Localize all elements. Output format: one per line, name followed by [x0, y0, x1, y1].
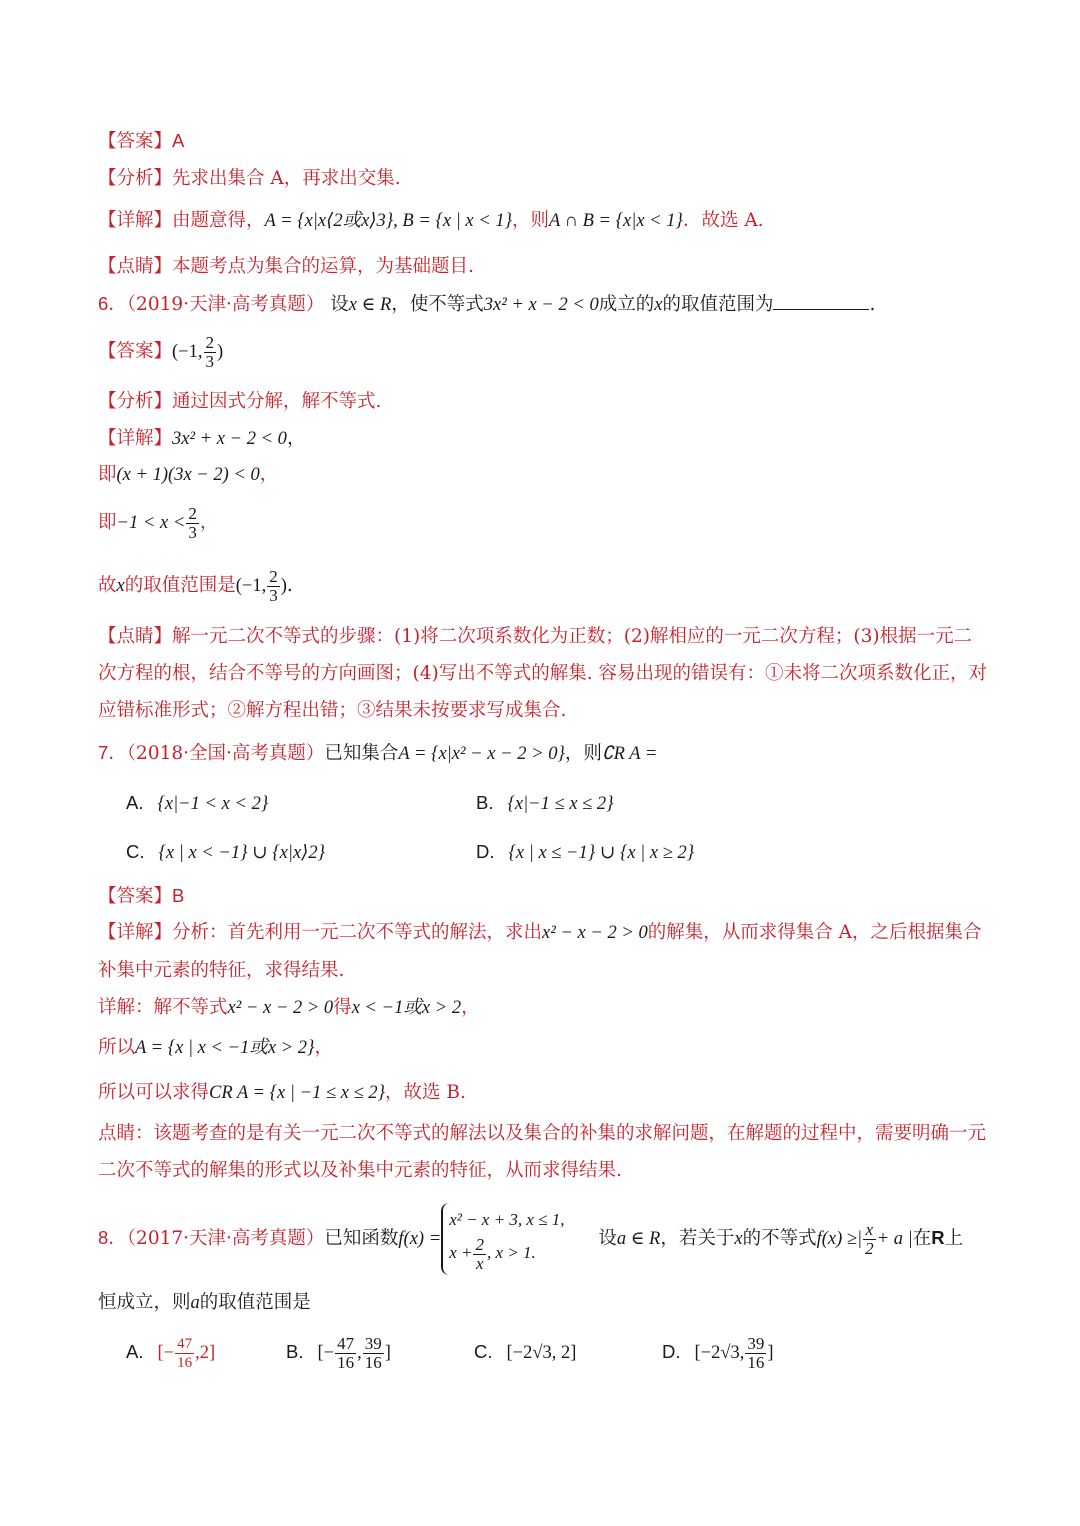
fraction: [363, 1335, 384, 1372]
option-label: A.: [126, 792, 144, 813]
q7-detail-paragraph: [98, 914, 990, 989]
stem-text: 已知函数: [324, 1228, 399, 1249]
q7-point-paragraph: [98, 1115, 990, 1189]
fraction: [204, 334, 217, 371]
answer-tag: 【答案】: [98, 886, 173, 907]
q6-answer-line: [98, 332, 990, 372]
fraction-numerator: 47: [337, 1333, 355, 1353]
q7-option-d[interactable]: [476, 839, 694, 866]
q8-stem-line-2: [98, 1290, 990, 1316]
point-text: 点睛：该题考查的是有关一元二次不等式的解法以及集合的补集的求解问题，在解题的过程中，需要明确一元二次不等式的解集的形式以及补集中元素的特征，从而求得结果.: [98, 1123, 987, 1181]
option-math: [−: [317, 1343, 335, 1363]
stem-text: 的不等式: [742, 1228, 817, 1249]
stem-math: a: [190, 1293, 200, 1313]
option-math: {x|−1 < x < 2}: [157, 794, 269, 814]
fraction: [186, 505, 199, 542]
step-text: 故: [98, 575, 117, 596]
step-text: .: [286, 575, 293, 596]
detail-text: 分析：首先利用一元二次不等式的解法，求出: [172, 922, 543, 943]
detail-tag: 【详解】: [98, 210, 173, 231]
q5-detail-line: [98, 208, 990, 234]
step-math: x: [116, 576, 125, 596]
detail-text: 详解：解不等式: [98, 997, 228, 1018]
q6-step-1: [98, 462, 990, 488]
fraction-denominator: 3: [205, 351, 214, 371]
stem-text: 的取值范围是: [199, 1292, 311, 1313]
stem-text: ，若关于: [660, 1228, 735, 1249]
fraction: [473, 1236, 486, 1273]
question-source: （2018·全国·高考真题）: [126, 743, 325, 764]
q6-step-3: [98, 566, 990, 606]
fraction-numerator: 47: [177, 1335, 193, 1352]
stem-math: x: [654, 295, 663, 315]
q6-stem: [98, 291, 990, 318]
q6-step-2: [98, 503, 990, 543]
q7-option-c[interactable]: [126, 839, 325, 866]
detail-text: 由题意得，: [172, 210, 265, 231]
stem-math: f(x) =: [398, 1229, 442, 1249]
option-math: {x|−1 ≤ x ≤ 2}: [507, 794, 614, 814]
detail-math: 3x² + x − 2 < 0: [172, 429, 287, 449]
stem-math: 3x² + x − 2 < 0: [483, 295, 599, 315]
stem-text: 上: [944, 1228, 964, 1249]
detail-text: 所以: [98, 1037, 136, 1058]
fraction: [745, 1335, 766, 1372]
answer-math: (−1,: [172, 342, 203, 362]
q7-detail-2: [98, 995, 990, 1021]
piece-2: [449, 1235, 564, 1273]
point-text: 本题考点为集合的运算，为基础题目.: [172, 256, 474, 277]
step-text: 即: [98, 464, 117, 485]
question-number: 6．: [98, 293, 127, 314]
option-math: {x | x ≤ −1} ∪ {x | x ≥ 2}: [508, 843, 695, 863]
option-math: [−: [157, 1343, 175, 1363]
stem-math: + a |: [876, 1229, 913, 1249]
option-math: ,2]: [195, 1343, 216, 1363]
point-tag: 【点睛】: [98, 256, 173, 277]
q5-answer-line: [98, 128, 990, 155]
fraction-denominator: 3: [188, 522, 197, 542]
stem-math: a ∈ R: [616, 1229, 661, 1249]
detail-math: A = {x | x < −1或x > 2}: [135, 1038, 315, 1058]
detail-math: A = {x|x⟨2或x⟩3}, B = {x | x < 1}: [264, 211, 513, 231]
fraction-numerator: x: [863, 1221, 876, 1240]
fraction-numerator: 2: [205, 332, 214, 352]
fraction-denominator: 16: [337, 1352, 355, 1372]
detail-text: ，: [286, 428, 306, 449]
fraction-numerator: 39: [364, 1333, 382, 1353]
step-math: −1 < x <: [116, 513, 186, 533]
q6-detail-line: [98, 426, 990, 452]
piece-2-post: , x > 1.: [486, 1243, 536, 1263]
detail-text: ．故选 A.: [682, 210, 764, 231]
stem-text: 在: [912, 1228, 932, 1249]
detail-text: 得: [333, 997, 352, 1018]
stem-text: ，则: [564, 743, 602, 764]
q6-analysis-line: [98, 389, 990, 415]
question-number: 8．: [98, 1227, 127, 1248]
option-label: C.: [126, 841, 145, 862]
question-source: （2017·天津·高考真题）: [126, 1228, 325, 1249]
detail-text: 的解集，从而求得集合 A，之后根据集合补集中元素的特征，求得结果.: [98, 922, 982, 981]
option-math: [−2√3, 2]: [506, 1343, 577, 1363]
fraction-denominator: 3: [269, 585, 278, 605]
detail-math: x² − x − 2 > 0: [227, 998, 334, 1018]
option-label: A.: [126, 1341, 144, 1362]
stem-text: 的取值范围为: [662, 294, 774, 315]
option-label: D.: [662, 1341, 681, 1362]
answer-value: B: [172, 885, 185, 906]
q7-answer-line: [98, 883, 990, 910]
stem-text: 设: [598, 1228, 617, 1249]
q8-option-b[interactable]: [286, 1330, 391, 1375]
question-source: （2019·天津·高考真题）: [126, 294, 325, 315]
stem-text: ，使不等式: [391, 294, 484, 315]
answer-value: A: [172, 130, 185, 151]
stem-math: ∁R A =: [601, 744, 658, 764]
fraction-denominator: x: [475, 1253, 484, 1273]
stem-math: f(x) ≥|: [816, 1229, 863, 1249]
stem-math: A = {x|x² − x − 2 > 0}: [398, 744, 565, 764]
option-label: C.: [474, 1341, 493, 1362]
stem-math: R: [931, 1227, 945, 1248]
analysis-tag: 【分析】: [98, 168, 173, 189]
q7-detail-4: [98, 1080, 990, 1106]
detail-text: ，故选 B.: [385, 1082, 466, 1103]
fraction-denominator: 16: [177, 1354, 193, 1371]
piece-1: x² − x + 3, x ≤ 1,: [449, 1210, 565, 1230]
q7-option-a[interactable]: [126, 790, 268, 817]
analysis-text: 通过因式分解，解不等式.: [172, 391, 382, 412]
option-math: ,: [357, 1343, 362, 1363]
step-math: (x + 1)(3x − 2) < 0: [116, 465, 260, 485]
stem-text: 已知集合: [324, 743, 399, 764]
piece-2-pre: x +: [449, 1243, 473, 1263]
detail-math: CR A = {x | −1 ≤ x ≤ 2}: [209, 1083, 385, 1103]
analysis-tag: 【分析】: [98, 391, 173, 412]
detail-math: x < −1或x > 2: [351, 998, 462, 1018]
detail-text: ，: [314, 1037, 333, 1058]
step-math: ): [280, 576, 287, 596]
q5-point-line: [98, 254, 990, 280]
option-math: ]: [384, 1343, 391, 1363]
stem-math: x: [734, 1229, 743, 1249]
option-label: B.: [286, 1341, 304, 1362]
q7-option-b[interactable]: [476, 790, 614, 817]
q7-detail-3: [98, 1035, 990, 1061]
fraction: [267, 568, 280, 605]
detail-text: ，则: [512, 210, 550, 231]
fraction-numerator: 2: [188, 503, 197, 523]
detail-tag: 【详解】: [98, 428, 173, 449]
step-math: (−1,: [235, 576, 267, 596]
option-label: B.: [476, 792, 494, 813]
answer-tag: 【答案】: [98, 131, 173, 152]
fraction-numerator: 2: [475, 1234, 484, 1254]
detail-text: 所以可以求得: [98, 1082, 210, 1103]
fraction-denominator: 2: [865, 1238, 874, 1258]
step-text: 的取值范围是: [124, 575, 236, 596]
fraction-numerator: 39: [747, 1333, 765, 1353]
fraction-numerator: 2: [269, 566, 278, 586]
stem-text: .: [869, 294, 876, 315]
detail-tag: 【详解】: [98, 922, 173, 943]
option-math: [−2√3,: [694, 1343, 745, 1363]
analysis-text: 先求出集合 A，再求出交集.: [172, 168, 401, 189]
stem-text: 成立的: [598, 294, 655, 315]
answer-math: ): [217, 342, 224, 362]
fraction-denominator: 16: [364, 1352, 382, 1372]
fraction: [863, 1221, 876, 1258]
detail-text: ，: [461, 997, 480, 1018]
q8-option-a[interactable]: [126, 1330, 215, 1375]
option-math: {x | x < −1} ∪ {x|x⟩2}: [158, 843, 326, 863]
option-math: ]: [767, 1343, 774, 1363]
point-text: 解一元二次不等式的步骤：(1)将二次项系数化为正数；(2)解相应的一元二次方程；(3)根据一元二次方程的根，结合不等号的方向画图；(4)写出不等式的解集. 容易出现的错误有：①未将二次项系数化正，对应错标准形式；②解方程出错；③结果未按要求写成集合.: [98, 626, 987, 721]
step-text: 即: [98, 512, 117, 533]
question-number: 7．: [98, 742, 127, 763]
piecewise-function: [441, 1203, 570, 1275]
detail-math: x² − x − 2 > 0: [542, 923, 648, 943]
q5-analysis-line: [98, 166, 990, 192]
q6-point-paragraph: [98, 618, 990, 729]
stem-text: 设: [330, 294, 349, 315]
answer-tag: 【答案】: [98, 341, 173, 362]
detail-math: A ∩ B = {x|x < 1}: [549, 211, 683, 231]
q7-stem: [98, 740, 990, 767]
q8-option-c[interactable]: [474, 1330, 576, 1375]
point-tag: 【点睛】: [98, 626, 173, 647]
option-label: D.: [476, 841, 495, 862]
fraction: [335, 1335, 356, 1372]
q8-stem: [98, 1198, 990, 1278]
q8-option-d[interactable]: [662, 1330, 774, 1375]
stem-math: x ∈ R: [348, 295, 392, 315]
step-text: ，: [259, 464, 279, 485]
stem-text: 恒成立，则: [98, 1292, 191, 1313]
answer-blank: [773, 291, 869, 310]
step-text: ，: [199, 512, 219, 533]
fraction: [175, 1335, 194, 1372]
fraction-denominator: 16: [747, 1352, 765, 1372]
